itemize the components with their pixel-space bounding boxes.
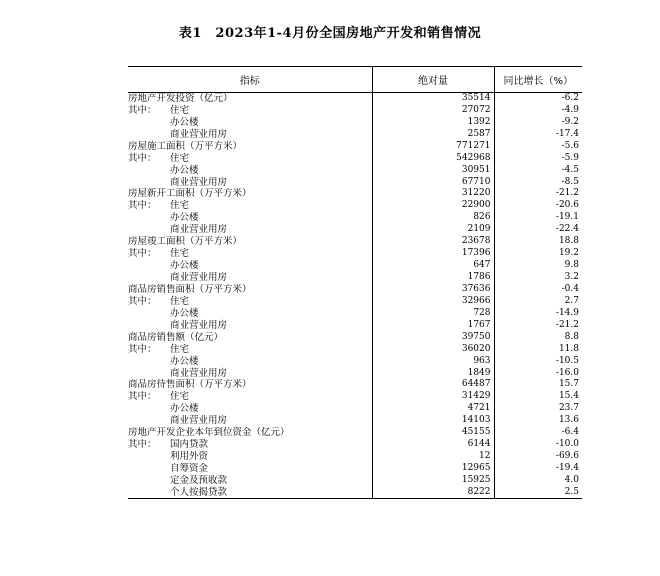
row-absolute-value: 6144 — [372, 439, 494, 451]
row-absolute-value: 4721 — [372, 403, 494, 415]
row-yoy-growth: -17.4 — [494, 128, 582, 140]
row-yoy-growth: -8.5 — [494, 176, 582, 188]
row-label: 住宅 — [170, 295, 190, 307]
row-prefix: 其中： — [128, 104, 157, 116]
row-indicator — [128, 188, 372, 200]
row-yoy-growth: 2.5 — [494, 486, 582, 498]
row-absolute-value: 64487 — [372, 379, 494, 391]
row-yoy-growth: 15.7 — [494, 379, 582, 391]
row-prefix: 其中： — [128, 248, 157, 260]
header-indicator: 指标 — [128, 67, 372, 93]
row-label: 房地产开发投资（亿元） — [128, 93, 233, 105]
row-absolute-value: 37636 — [372, 284, 494, 296]
row-yoy-growth: -4.9 — [494, 104, 582, 116]
header-absolute-value: 绝对量 — [372, 67, 494, 93]
row-label: 商业营业用房 — [170, 176, 228, 188]
table-body — [128, 93, 582, 499]
row-yoy-growth: -4.5 — [494, 164, 582, 176]
row-label: 国内贷款 — [170, 439, 209, 451]
table-row — [128, 331, 582, 343]
row-label: 住宅 — [170, 104, 190, 116]
row-absolute-value: 728 — [372, 307, 494, 319]
row-indicator — [128, 164, 372, 176]
row-indicator — [128, 236, 372, 248]
row-label: 住宅 — [170, 200, 190, 212]
table-row — [128, 176, 582, 188]
row-indicator — [128, 486, 372, 498]
row-label: 定金及预收款 — [170, 474, 228, 486]
table-row — [128, 260, 582, 272]
row-yoy-growth: -0.4 — [494, 284, 582, 296]
row-indicator — [128, 379, 372, 391]
row-absolute-value: 67710 — [372, 176, 494, 188]
table-row — [128, 319, 582, 331]
table-row — [128, 152, 582, 164]
table-row — [128, 451, 582, 463]
row-absolute-value: 39750 — [372, 331, 494, 343]
row-indicator — [128, 284, 372, 296]
table-row — [128, 236, 582, 248]
row-indicator — [128, 451, 372, 463]
row-absolute-value: 15925 — [372, 475, 494, 487]
row-indicator — [128, 295, 372, 307]
row-absolute-value: 35514 — [372, 93, 494, 105]
row-yoy-growth: -14.9 — [494, 307, 582, 319]
row-label: 房屋施工面积（万平方米） — [128, 140, 243, 152]
row-yoy-growth: 4.0 — [494, 475, 582, 487]
table-row — [128, 140, 582, 152]
row-absolute-value: 12 — [372, 451, 494, 463]
table-row — [128, 284, 582, 296]
table-title: 表1 2023年1-4月份全国房地产开发和销售情况 — [178, 26, 482, 41]
row-indicator — [128, 403, 372, 415]
row-indicator — [128, 200, 372, 212]
row-absolute-value: 23678 — [372, 236, 494, 248]
row-yoy-growth: -10.0 — [494, 439, 582, 451]
row-absolute-value: 32966 — [372, 295, 494, 307]
row-label: 商品房待售面积（万平方米） — [128, 379, 252, 391]
row-absolute-value: 542968 — [372, 152, 494, 164]
row-absolute-value: 963 — [372, 355, 494, 367]
row-label: 自筹资金 — [170, 463, 209, 475]
row-indicator — [128, 248, 372, 260]
row-label: 商业营业用房 — [170, 272, 228, 284]
header-yoy-growth: 同比增长（%） — [494, 67, 582, 93]
table-row — [128, 391, 582, 403]
row-label: 房地产开发企业本年到位资金（亿元） — [128, 427, 290, 439]
row-prefix: 其中： — [128, 439, 157, 451]
row-yoy-growth: 9.8 — [494, 260, 582, 272]
table-row — [128, 355, 582, 367]
row-yoy-growth: -21.2 — [494, 188, 582, 200]
table-row — [128, 212, 582, 224]
table-row — [128, 379, 582, 391]
row-indicator — [128, 319, 372, 331]
row-label: 商业营业用房 — [170, 367, 228, 379]
row-label: 利用外资 — [170, 451, 209, 463]
row-yoy-growth: -5.9 — [494, 152, 582, 164]
row-yoy-growth: 11.8 — [494, 343, 582, 355]
row-absolute-value: 1849 — [372, 367, 494, 379]
data-table — [128, 66, 582, 499]
row-label: 住宅 — [170, 248, 190, 260]
row-yoy-growth: -20.6 — [494, 200, 582, 212]
row-absolute-value: 45155 — [372, 427, 494, 439]
row-indicator — [128, 140, 372, 152]
row-prefix: 其中： — [128, 152, 157, 164]
row-yoy-growth: 13.6 — [494, 415, 582, 427]
row-label: 住宅 — [170, 391, 190, 403]
table-row — [128, 248, 582, 260]
row-indicator — [128, 355, 372, 367]
row-prefix: 其中： — [128, 200, 157, 212]
row-yoy-growth: 23.7 — [494, 403, 582, 415]
table-row — [128, 116, 582, 128]
row-yoy-growth: 8.8 — [494, 331, 582, 343]
row-absolute-value: 27072 — [372, 104, 494, 116]
row-absolute-value: 1786 — [372, 272, 494, 284]
row-indicator — [128, 475, 372, 487]
table-row — [128, 188, 582, 200]
row-yoy-growth: -9.2 — [494, 116, 582, 128]
row-yoy-growth: -6.4 — [494, 427, 582, 439]
table-row — [128, 104, 582, 116]
table-row — [128, 224, 582, 236]
row-yoy-growth: -21.2 — [494, 319, 582, 331]
row-yoy-growth: -69.6 — [494, 451, 582, 463]
row-absolute-value: 17396 — [372, 248, 494, 260]
row-absolute-value: 22900 — [372, 200, 494, 212]
table-row — [128, 463, 582, 475]
table-row — [128, 403, 582, 415]
row-absolute-value: 31220 — [372, 188, 494, 200]
table-row — [128, 164, 582, 176]
row-indicator — [128, 439, 372, 451]
row-label: 办公楼 — [170, 212, 199, 224]
row-absolute-value: 12965 — [372, 463, 494, 475]
row-indicator — [128, 307, 372, 319]
row-yoy-growth: 18.8 — [494, 236, 582, 248]
table-row — [128, 93, 582, 105]
row-label: 个人按揭贷款 — [170, 486, 228, 498]
row-indicator — [128, 463, 372, 475]
row-indicator — [128, 104, 372, 116]
row-indicator — [128, 415, 372, 427]
row-label: 办公楼 — [170, 355, 199, 367]
row-yoy-growth: -6.2 — [494, 93, 582, 105]
table-row — [128, 427, 582, 439]
row-absolute-value: 31429 — [372, 391, 494, 403]
row-prefix: 其中： — [128, 295, 157, 307]
row-yoy-growth: -10.5 — [494, 355, 582, 367]
row-absolute-value: 1767 — [372, 319, 494, 331]
table-row — [128, 200, 582, 212]
row-indicator — [128, 152, 372, 164]
row-yoy-growth: -19.1 — [494, 212, 582, 224]
row-label: 办公楼 — [170, 260, 199, 272]
row-prefix: 其中： — [128, 391, 157, 403]
table-row — [128, 486, 582, 498]
row-absolute-value: 1392 — [372, 116, 494, 128]
row-indicator — [128, 128, 372, 140]
table-row — [128, 272, 582, 284]
row-label: 商业营业用房 — [170, 128, 228, 140]
table-row — [128, 475, 582, 487]
row-label: 商业营业用房 — [170, 415, 228, 427]
row-yoy-growth: -19.4 — [494, 463, 582, 475]
row-absolute-value: 771271 — [372, 140, 494, 152]
row-absolute-value: 30951 — [372, 164, 494, 176]
row-label: 商品房销售额（亿元） — [128, 331, 224, 343]
row-indicator — [128, 116, 372, 128]
row-label: 房屋竣工面积（万平方米） — [128, 236, 243, 248]
table-row — [128, 367, 582, 379]
row-indicator — [128, 367, 372, 379]
row-yoy-growth: 15.4 — [494, 391, 582, 403]
row-indicator — [128, 272, 372, 284]
row-absolute-value: 2109 — [372, 224, 494, 236]
row-indicator — [128, 391, 372, 403]
row-indicator — [128, 260, 372, 272]
row-label: 办公楼 — [170, 164, 199, 176]
row-absolute-value: 8222 — [372, 486, 494, 498]
row-label: 商品房销售面积（万平方米） — [128, 283, 252, 295]
table-row — [128, 415, 582, 427]
row-absolute-value: 14103 — [372, 415, 494, 427]
row-absolute-value: 2587 — [372, 128, 494, 140]
row-yoy-growth: -5.6 — [494, 140, 582, 152]
row-yoy-growth: 19.2 — [494, 248, 582, 260]
row-yoy-growth: 2.7 — [494, 295, 582, 307]
row-label: 住宅 — [170, 343, 190, 355]
row-label: 商业营业用房 — [170, 224, 228, 236]
table-row — [128, 307, 582, 319]
row-absolute-value: 36020 — [372, 343, 494, 355]
row-label: 商业营业用房 — [170, 319, 228, 331]
row-indicator — [128, 93, 372, 105]
row-yoy-growth: 3.2 — [494, 272, 582, 284]
row-indicator — [128, 224, 372, 236]
row-label: 办公楼 — [170, 307, 199, 319]
row-prefix: 其中： — [128, 343, 157, 355]
table-row — [128, 128, 582, 140]
row-absolute-value: 647 — [372, 260, 494, 272]
row-absolute-value: 826 — [372, 212, 494, 224]
table-row — [128, 295, 582, 307]
row-indicator — [128, 427, 372, 439]
row-indicator — [128, 212, 372, 224]
row-label: 办公楼 — [170, 403, 199, 415]
table-row — [128, 343, 582, 355]
row-label: 办公楼 — [170, 116, 199, 128]
row-yoy-growth: -22.4 — [494, 224, 582, 236]
table-header-row — [128, 67, 582, 93]
row-indicator — [128, 331, 372, 343]
row-indicator — [128, 176, 372, 188]
row-yoy-growth: -16.0 — [494, 367, 582, 379]
row-label: 房屋新开工面积（万平方米） — [128, 188, 252, 200]
row-label: 住宅 — [170, 152, 190, 164]
table-row — [128, 439, 582, 451]
row-indicator — [128, 343, 372, 355]
